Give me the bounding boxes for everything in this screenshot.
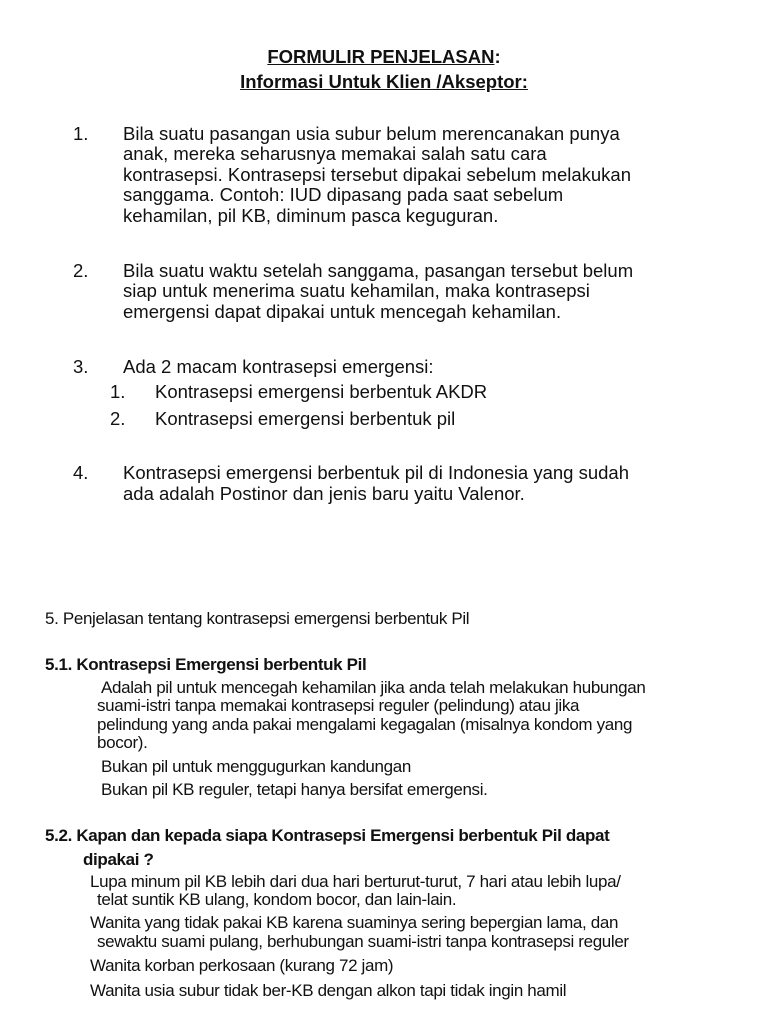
item-line: emergensi dapat dipakai untuk mencegah kehamilan. xyxy=(123,301,562,322)
bullet-point: Bukan pil KB reguler, tetapi hanya bersifat emergensi. xyxy=(101,780,488,799)
subitem-number: 1. xyxy=(110,381,126,402)
item-line: Ada 2 macam kontrasepsi emergensi: xyxy=(123,356,434,377)
item-line: kontrasepsi. Kontrasepsi tersebut dipakai sebelum melakukan xyxy=(123,164,632,185)
item-line: sanggama. Contoh: IUD dipasang pada saat sebelum xyxy=(123,184,564,205)
subitem-number: 2. xyxy=(110,408,126,429)
bullet-point-cont: sewaktu suami pulang, berhubungan suami-istri tanpa kontrasepsi reguler xyxy=(97,932,629,951)
item-number: 2. xyxy=(73,260,89,281)
item-line: Bila suatu pasangan usia subur belum merencanakan punya xyxy=(123,123,620,144)
item-number: 3. xyxy=(73,356,89,377)
form-subtitle: Informasi Untuk Klien /Akseptor: xyxy=(240,71,528,92)
bullet-point: Wanita usia subur tidak ber-KB dengan alkon tapi tidak ingin hamil xyxy=(90,981,567,1000)
item-line: anak, mereka seharusnya memakai salah satu cara xyxy=(123,143,547,164)
item-number: 4. xyxy=(73,462,89,483)
item-number: 1. xyxy=(73,123,89,144)
item-line: kehamilan, pil KB, diminum pasca keguguran. xyxy=(123,205,499,226)
item-line: Kontrasepsi emergensi berbentuk pil di Indonesia yang sudah xyxy=(123,462,629,483)
section52-heading: 5.2. Kapan dan kepada siapa Kontrasepsi Emergensi berbentuk Pil dapat xyxy=(45,826,610,845)
bullet-point: Wanita korban perkosaan (kurang 72 jam) xyxy=(90,956,394,975)
section5-heading: 5. Penjelasan tentang kontrasepsi emergensi berbentuk Pil xyxy=(45,609,470,628)
item-line: ada adalah Postinor dan jenis baru yaitu Valenor. xyxy=(123,483,525,504)
para-line: suami-istri tanpa memakai kontrasepsi reguler (pelindung) atau jika xyxy=(97,696,580,715)
bullet-point: Bukan pil untuk menggugurkan kandungan xyxy=(101,757,411,776)
item-line: Bila suatu waktu setelah sanggama, pasangan tersebut belum xyxy=(123,260,634,281)
item-line: siap untuk menerima suatu kehamilan, maka kontrasepsi xyxy=(123,280,590,301)
form-title xyxy=(0,47,768,67)
bullet-point: Wanita yang tidak pakai KB karena suaminya sering bepergian lama, dan xyxy=(90,913,619,932)
section51-heading: 5.1. Kontrasepsi Emergensi berbentuk Pil xyxy=(45,655,367,674)
section52-heading-cont: dipakai ? xyxy=(83,850,154,869)
bullet-point: Lupa minum pil KB lebih dari dua hari berturut-turut, 7 hari atau lebih lupa/ xyxy=(90,872,621,891)
title-text: FORMULIR PENJELASAN xyxy=(267,46,495,67)
subitem-text: Kontrasepsi emergensi berbentuk pil xyxy=(155,408,456,429)
title-colon: : xyxy=(494,46,501,67)
para-line: bocor). xyxy=(97,733,148,752)
bullet-point-cont: telat suntik KB ulang, kondom bocor, dan lain-lain. xyxy=(97,890,457,909)
para-line: pelindung yang anda pakai mengalami kegagalan (misalnya kondom yang xyxy=(97,715,633,734)
para-line: Adalah pil untuk mencegah kehamilan jika anda telah melakukan hubungan xyxy=(101,678,646,697)
subitem-text: Kontrasepsi emergensi berbentuk AKDR xyxy=(155,381,488,402)
